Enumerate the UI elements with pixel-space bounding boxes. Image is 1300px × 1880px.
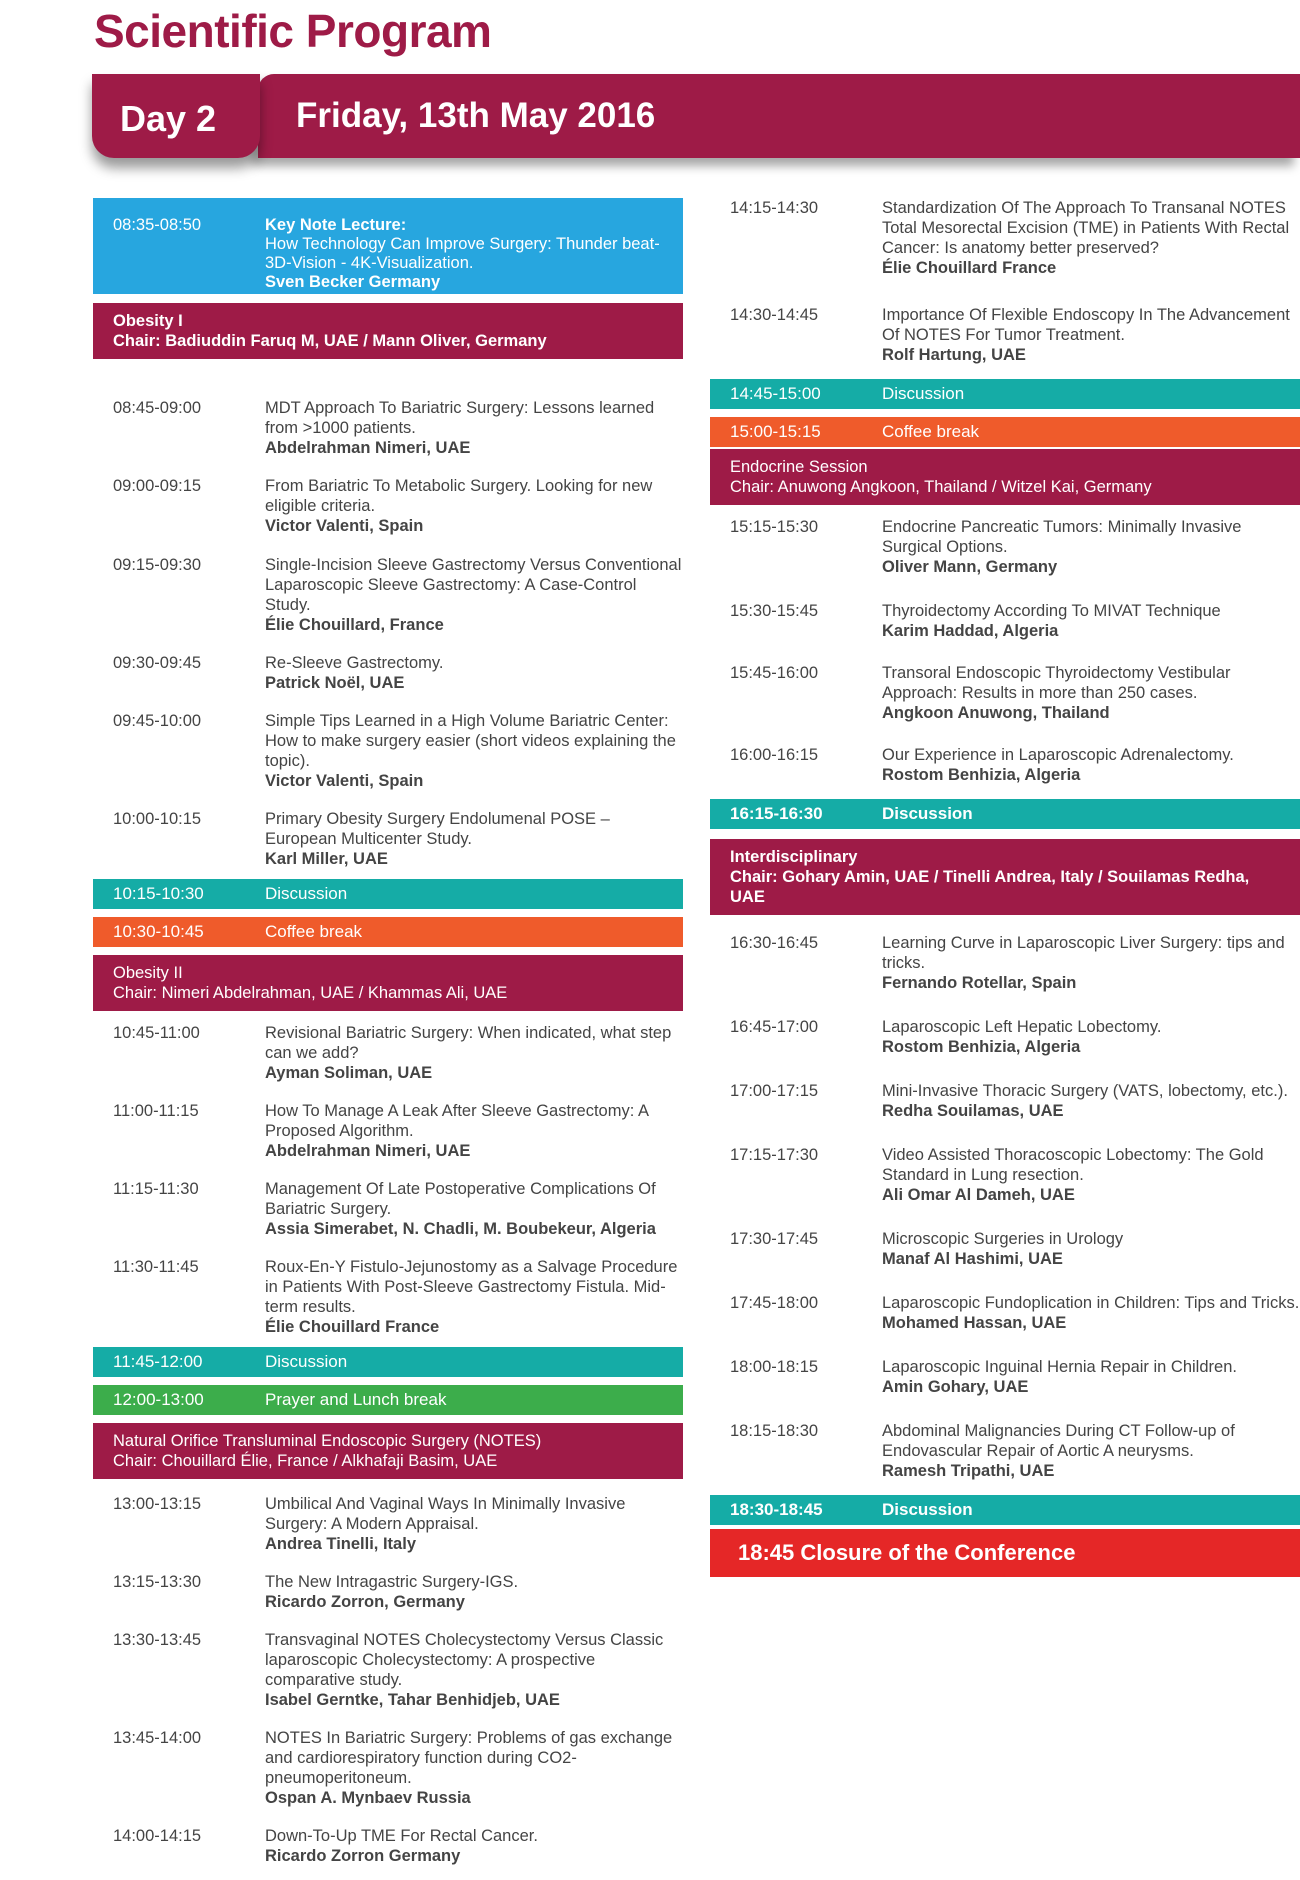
session-chair: Chair: Badiuddin Faruq M, UAE / Mann Oliver, Germany xyxy=(113,332,547,350)
talk-time: 18:15-18:30 xyxy=(730,1422,819,1440)
talk-title: Simple Tips Learned in a High Volume Bariatric Center: How to make surgery easier (short videos explaining the topic). xyxy=(265,712,676,770)
talk-time: 09:30-09:45 xyxy=(113,654,202,672)
discussion-label: Discussion xyxy=(265,1352,348,1371)
date-label: Friday, 13th May 2016 xyxy=(296,96,656,135)
session-chair: Chair: Chouillard Élie, France / Alkhafaji Basim, UAE xyxy=(113,1452,498,1470)
talk-item xyxy=(93,1494,683,1554)
discussion-time: 14:45-15:00 xyxy=(730,384,821,403)
coffee-label: Coffee break xyxy=(882,422,980,441)
talk-speaker: Élie Chouillard France xyxy=(882,259,1057,277)
talk-title: Microscopic Surgeries in Urology xyxy=(882,1230,1124,1248)
talk-title: Endocrine Pancreatic Tumors: Minimally Invasive Surgical Options. xyxy=(882,518,1242,556)
talk-time: 17:00-17:15 xyxy=(730,1082,819,1100)
talk-title: How To Manage A Leak After Sleeve Gastrectomy: A Proposed Algorithm. xyxy=(265,1102,649,1140)
discussion-time: 10:15-10:30 xyxy=(113,884,204,903)
day-label: Day 2 xyxy=(120,98,217,139)
talk-speaker: Rolf Hartung, UAE xyxy=(882,346,1026,364)
keynote-title: How Technology Can Improve Surgery: Thunder beat- 3D-Vision - 4K-Visualization. xyxy=(265,235,660,272)
keynote-heading: Key Note Lecture: xyxy=(265,216,407,234)
talk-time: 17:45-18:00 xyxy=(730,1294,819,1312)
talk-time: 14:00-14:15 xyxy=(113,1827,202,1845)
talk-title: Primary Obesity Surgery Endolumenal POSE – European Multicenter Study. xyxy=(265,810,610,848)
discussion-bar xyxy=(710,799,1300,829)
talk-title: Laparoscopic Left Hepatic Lobectomy. xyxy=(882,1018,1162,1036)
discussion-time: 16:15-16:30 xyxy=(730,804,823,823)
talk-item xyxy=(93,476,683,536)
discussion-bar xyxy=(710,379,1300,409)
keynote-time: 08:35-08:50 xyxy=(113,216,202,234)
discussion-bar xyxy=(710,1495,1300,1525)
talk-time: 13:30-13:45 xyxy=(113,1631,202,1649)
talk-speaker: Amin Gohary, UAE xyxy=(882,1378,1029,1396)
talk-speaker: Abdelrahman Nimeri, UAE xyxy=(265,439,471,457)
talk-time: 11:30-11:45 xyxy=(113,1258,199,1276)
talk-time: 15:15-15:30 xyxy=(730,518,819,536)
talk-speaker: Andrea Tinelli, Italy xyxy=(265,1535,416,1553)
discussion-time: 18:30-18:45 xyxy=(730,1500,823,1519)
talk-title: Single-Incision Sleeve Gastrectomy Versus Conventional Laparoscopic Sleeve Gastrectomy: A Case-Control Study. xyxy=(265,556,682,614)
talk-item xyxy=(93,398,683,458)
talk-time: 16:30-16:45 xyxy=(730,934,819,952)
talk-speaker: Angkoon Anuwong, Thailand xyxy=(882,704,1110,722)
talk-speaker: Ospan A. Mynbaev Russia xyxy=(265,1789,471,1807)
talk-title: Laparoscopic Inguinal Hernia Repair in Children. xyxy=(882,1358,1237,1376)
talk-time: 08:45-09:00 xyxy=(113,399,202,417)
talk-title: From Bariatric To Metabolic Surgery. Looking for new eligible criteria. xyxy=(265,477,653,515)
talk-title: The New Intragastric Surgery-IGS. xyxy=(265,1573,519,1591)
discussion-label: Discussion xyxy=(882,804,973,823)
closure-banner: 18:45 Closure of the Conference xyxy=(710,1529,1300,1577)
session-name: Endocrine Session xyxy=(730,458,868,476)
talk-item xyxy=(710,601,1300,641)
session-header-endocrine xyxy=(710,449,1300,505)
talk-item xyxy=(710,1229,1300,1269)
lunch-break-bar xyxy=(93,1385,683,1415)
talk-speaker: Victor Valenti, Spain xyxy=(265,772,424,790)
talk-time: 09:45-10:00 xyxy=(113,712,202,730)
session-header-notes xyxy=(93,1423,683,1479)
talk-time: 17:15-17:30 xyxy=(730,1146,819,1164)
talk-title: NOTES In Bariatric Surgery: Problems of gas exchange and cardiorespiratory function during CO2-pneumoperitoneum. xyxy=(265,1729,673,1787)
talk-title: Standardization Of The Approach To Transanal NOTES Total Mesorectal Excision (TME) in Patients With Rectal Cancer: Is anatomy better preserved? xyxy=(882,199,1290,257)
lunch-label: Prayer and Lunch break xyxy=(265,1390,447,1409)
discussion-label: Discussion xyxy=(882,384,965,403)
talk-item xyxy=(710,1017,1300,1057)
talk-time: 15:30-15:45 xyxy=(730,602,819,620)
talk-speaker: Manaf Al Hashimi, UAE xyxy=(882,1250,1063,1268)
session-header-obesity-1 xyxy=(93,303,683,359)
schedule-left-column xyxy=(93,198,683,1866)
talk-item xyxy=(710,745,1300,785)
session-chair: Chair: Anuwong Angkoon, Thailand / Witzel Kai, Germany xyxy=(730,478,1152,496)
talk-time: 16:45-17:00 xyxy=(730,1018,819,1036)
talk-time: 09:15-09:30 xyxy=(113,556,202,574)
talk-title: Transvaginal NOTES Cholecystectomy Versus Classic laparoscopic Cholecystectomy: A prospective comparative study. xyxy=(265,1631,664,1689)
lunch-time: 12:00-13:00 xyxy=(113,1390,204,1409)
talk-title: Roux-En-Y Fistulo-Jejunostomy as a Salvage Procedure in Patients With Post-Sleeve Gastrectomy Fistula. Mid-term results. xyxy=(265,1258,678,1316)
session-name: Obesity II xyxy=(113,964,183,982)
talk-speaker: Victor Valenti, Spain xyxy=(265,517,424,535)
talk-title: Down-To-Up TME For Rectal Cancer. xyxy=(265,1827,538,1845)
talk-time: 14:15-14:30 xyxy=(730,199,819,217)
talk-title: Learning Curve in Laparoscopic Liver Surgery: tips and tricks. xyxy=(882,934,1285,972)
talk-title: Our Experience in Laparoscopic Adrenalectomy. xyxy=(882,746,1234,764)
talk-speaker: Ramesh Tripathi, UAE xyxy=(882,1462,1055,1480)
talk-item xyxy=(710,1421,1300,1481)
keynote-speaker: Sven Becker Germany xyxy=(265,273,441,291)
talk-item xyxy=(710,1145,1300,1205)
talk-title: Management Of Late Postoperative Complications Of Bariatric Surgery. xyxy=(265,1180,656,1218)
talk-item xyxy=(93,653,683,693)
coffee-time: 15:00-15:15 xyxy=(730,422,821,441)
talk-time: 18:00-18:15 xyxy=(730,1358,819,1376)
talk-title: Thyroidectomy According To MIVAT Technique xyxy=(882,602,1221,620)
keynote-block xyxy=(93,198,683,294)
talk-speaker: Rostom Benhizia, Algeria xyxy=(882,766,1081,784)
talk-time: 11:15-11:30 xyxy=(113,1180,199,1198)
discussion-label: Discussion xyxy=(882,1500,973,1519)
talk-item xyxy=(93,1572,683,1612)
talk-title: Re-Sleeve Gastrectomy. xyxy=(265,654,444,672)
talk-title: Importance Of Flexible Endoscopy In The Advancement Of NOTES For Tumor Treatment. xyxy=(882,306,1290,344)
talk-item xyxy=(710,1081,1300,1121)
talk-time: 13:00-13:15 xyxy=(113,1495,202,1513)
page-title: Scientific Program xyxy=(94,5,492,57)
talk-item xyxy=(710,1293,1300,1333)
talk-item xyxy=(93,1179,683,1239)
talk-item xyxy=(93,1826,683,1866)
session-chair: Chair: Nimeri Abdelrahman, UAE / Khammas Ali, UAE xyxy=(113,984,508,1002)
talk-item xyxy=(93,1023,683,1083)
coffee-break-bar xyxy=(710,417,1300,447)
talk-time: 11:00-11:15 xyxy=(113,1102,199,1120)
talk-speaker: Abdelrahman Nimeri, UAE xyxy=(265,1142,471,1160)
talk-title: Laparoscopic Fundoplication in Children: Tips and Tricks. xyxy=(882,1294,1300,1312)
coffee-time: 10:30-10:45 xyxy=(113,922,204,941)
talk-speaker: Ali Omar Al Dameh, UAE xyxy=(882,1186,1075,1204)
talk-title: Mini-Invasive Thoracic Surgery (VATS, lobectomy, etc.). xyxy=(882,1082,1288,1100)
schedule-right-column xyxy=(710,198,1300,1577)
talk-time: 10:00-10:15 xyxy=(113,810,202,828)
session-header-obesity-2 xyxy=(93,955,683,1011)
coffee-label: Coffee break xyxy=(265,922,363,941)
talk-title: MDT Approach To Bariatric Surgery: Lessons learned from >1000 patients. xyxy=(265,399,655,437)
discussion-bar xyxy=(93,1347,683,1377)
talk-speaker: Fernando Rotellar, Spain xyxy=(882,974,1077,992)
talk-title: Umbilical And Vaginal Ways In Minimally Invasive Surgery: A Modern Appraisal. xyxy=(265,1495,626,1533)
talk-speaker: Karim Haddad, Algeria xyxy=(882,622,1059,640)
talk-time: 17:30-17:45 xyxy=(730,1230,819,1248)
talk-speaker: Mohamed Hassan, UAE xyxy=(882,1314,1067,1332)
session-chair: Chair: Gohary Amin, UAE / Tinelli Andrea, Italy / Souilamas Redha, UAE xyxy=(730,868,1250,906)
talk-speaker: Redha Souilamas, UAE xyxy=(882,1102,1064,1120)
talk-time: 15:45-16:00 xyxy=(730,664,819,682)
talk-item xyxy=(710,198,1300,278)
talk-speaker: Rostom Benhizia, Algeria xyxy=(882,1038,1081,1056)
talk-title: Video Assisted Thoracoscopic Lobectomy: The Gold Standard in Lung resection. xyxy=(882,1146,1264,1184)
talk-time: 13:15-13:30 xyxy=(113,1573,202,1591)
session-name: Natural Orifice Transluminal Endoscopic Surgery (NOTES) xyxy=(113,1432,542,1450)
session-name: Interdisciplinary xyxy=(730,848,858,866)
talk-speaker: Élie Chouillard, France xyxy=(265,616,444,634)
talk-speaker: Ricardo Zorron, Germany xyxy=(265,1593,465,1611)
talk-item xyxy=(710,517,1300,577)
talk-speaker: Ricardo Zorron Germany xyxy=(265,1847,461,1865)
talk-item xyxy=(93,1728,683,1808)
talk-speaker: Élie Chouillard France xyxy=(265,1318,440,1336)
talk-item xyxy=(93,1101,683,1161)
talk-item xyxy=(710,305,1300,365)
talk-title: Revisional Bariatric Surgery: When indicated, what step can we add? xyxy=(265,1024,672,1062)
talk-item xyxy=(93,809,683,869)
talk-item xyxy=(93,555,683,635)
talk-speaker: Oliver Mann, Germany xyxy=(882,558,1058,576)
talk-speaker: Isabel Gerntke, Tahar Benhidjeb, UAE xyxy=(265,1691,560,1709)
talk-title: Transoral Endoscopic Thyroidectomy Vestibular Approach: Results in more than 250 cases. xyxy=(882,664,1231,702)
talk-speaker: Karl Miller, UAE xyxy=(265,850,388,868)
talk-time: 09:00-09:15 xyxy=(113,477,202,495)
discussion-time: 11:45-12:00 xyxy=(113,1352,203,1371)
talk-speaker: Ayman Soliman, UAE xyxy=(265,1064,433,1082)
talk-item xyxy=(710,933,1300,993)
session-header-interdisciplinary xyxy=(710,839,1300,915)
talk-title: Abdominal Malignancies During CT Follow-up of Endovascular Repair of Aortic A neurysms. xyxy=(882,1422,1235,1460)
talk-speaker: Assia Simerabet, N. Chadli, M. Boubekeur, Algeria xyxy=(265,1220,656,1238)
talk-time: 13:45-14:00 xyxy=(113,1729,202,1747)
talk-item xyxy=(93,711,683,791)
talk-time: 16:00-16:15 xyxy=(730,746,819,764)
talk-item xyxy=(93,1630,683,1710)
talk-item xyxy=(710,663,1300,723)
talk-time: 10:45-11:00 xyxy=(113,1024,200,1042)
coffee-break-bar xyxy=(93,917,683,947)
talk-item xyxy=(710,1357,1300,1397)
talk-time: 14:30-14:45 xyxy=(730,306,819,324)
talk-speaker: Patrick Noël, UAE xyxy=(265,674,405,692)
session-name: Obesity I xyxy=(113,312,183,330)
discussion-bar xyxy=(93,879,683,909)
talk-item xyxy=(93,1257,683,1337)
discussion-label: Discussion xyxy=(265,884,348,903)
